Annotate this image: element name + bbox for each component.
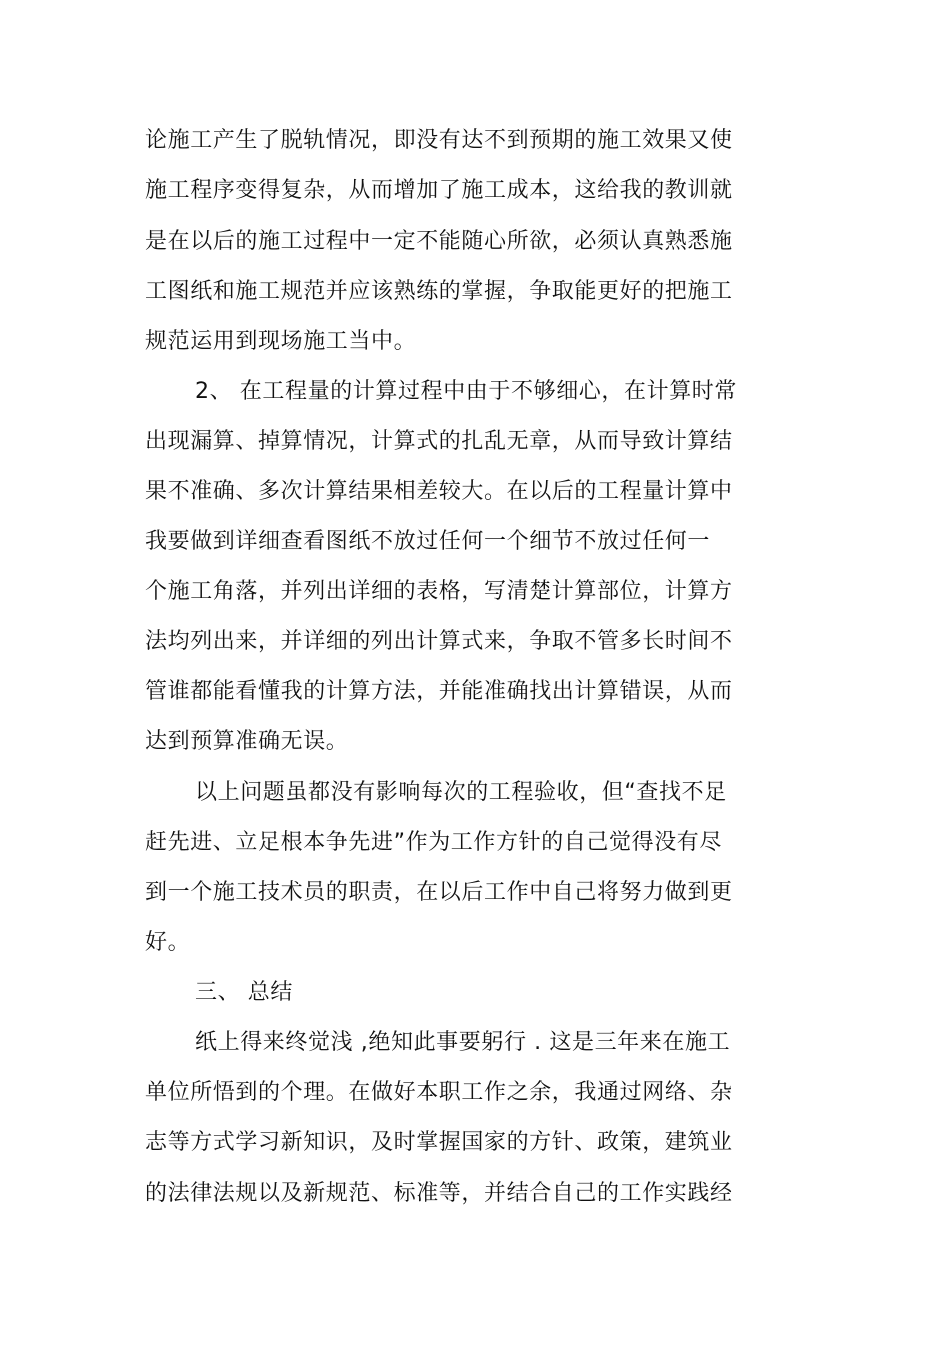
text-line-8: 果不准确、多次计算结果相差较大。在以后的工程量计算中 (145, 479, 733, 504)
text-line-11: 法均列出来，并详细的列出计算式来，争取不管多长时间不 (145, 629, 733, 654)
text-line-5: 规范运用到现场施工当中。 (145, 329, 417, 354)
text-line-21: 志等方式学习新知识，及时掌握国家的方针、政策，建筑业 (145, 1130, 733, 1155)
section-heading-summary: 三、 总结 (195, 980, 293, 1005)
text-line-3: 是在以后的施工过程中一定不能随心所欲，必须认真熟悉施 (145, 229, 733, 254)
text-line-19: 纸上得来终觉浅 ,绝知此事要躬行 . 这是三年来在施工 (195, 1030, 731, 1055)
text-line-12: 管谁都能看懂我的计算方法，并能准确找出计算错误，从而 (145, 679, 733, 704)
text-line-4: 工图纸和施工规范并应该熟练的掌握，争取能更好的把施工 (145, 279, 733, 304)
text-line-16: 到一个施工技术员的职责，在以后工作中自己将努力做到更 (145, 880, 733, 905)
text-line-22: 的法律法规以及新规范、标准等，并结合自己的工作实践经 (145, 1181, 733, 1206)
text-line-9: 我要做到详细查看图纸不放过任何一个细节不放过任何一 (145, 529, 711, 554)
text-line-14: 以上问题虽都没有影响每次的工程验收，但“查找不足 (195, 780, 727, 805)
text-line-13: 达到预算准确无误。 (145, 729, 349, 754)
text-line-20: 单位所悟到的个理。在做好本职工作之余，我通过网络、杂 (145, 1080, 733, 1105)
text-line-7: 出现漏算、掉算情况，计算式的扎乱无章，从而导致计算结 (145, 429, 733, 454)
text-line-10: 个施工角落，并列出详细的表格，写清楚计算部位，计算方 (145, 579, 733, 604)
text-line-6: 2、 在工程量的计算过程中由于不够细心，在计算时常 (195, 379, 737, 404)
text-line-2: 施工程序变得复杂，从而增加了施工成本，这给我的教训就 (145, 178, 733, 203)
text-line-1: 论施工产生了脱轨情况，即没有达不到预期的施工效果又使 (145, 128, 733, 153)
text-line-17: 好。 (145, 930, 191, 955)
text-line-15: 赶先进、立足根本争先进”作为工作方针的自己觉得没有尽 (145, 830, 722, 855)
